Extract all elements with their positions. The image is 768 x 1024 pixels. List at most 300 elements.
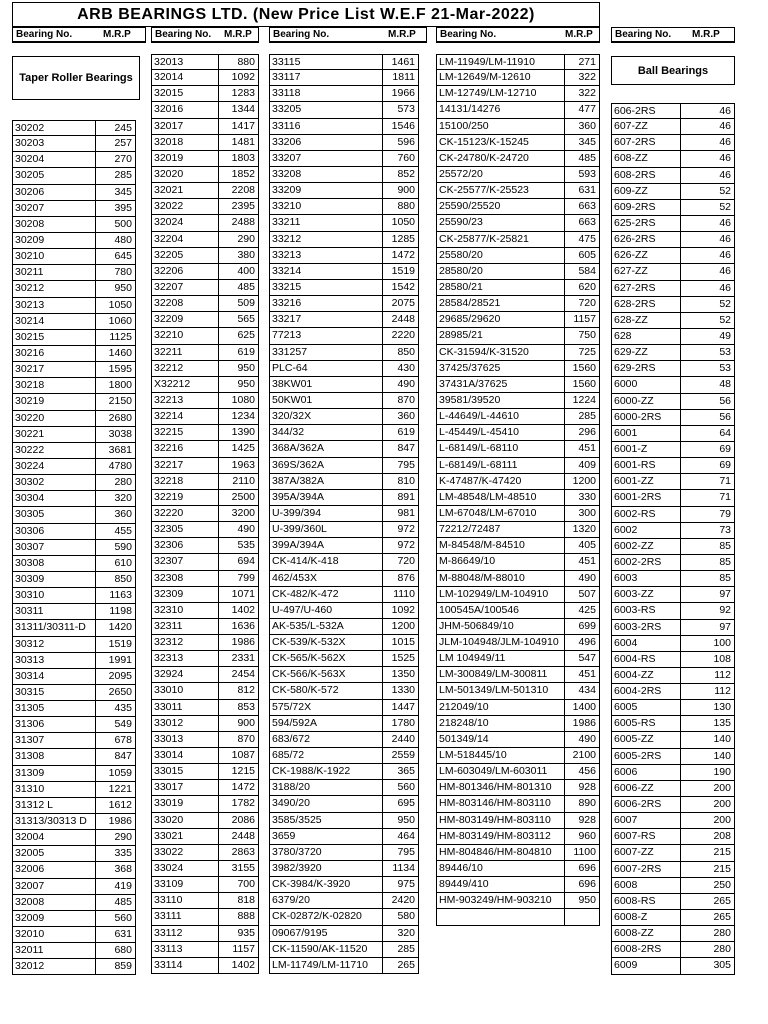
- table-row: [12, 540, 136, 556]
- cell-divider: [564, 716, 565, 731]
- bearing-number: 33214: [272, 264, 302, 277]
- mrp-value: 85: [719, 555, 731, 568]
- table-row: [436, 635, 600, 651]
- table-row: [269, 409, 419, 425]
- cell-divider: [680, 668, 681, 683]
- mrp-value: 2448: [391, 313, 415, 326]
- cell-divider: [95, 766, 96, 781]
- bearing-number: 31306: [15, 718, 45, 731]
- table-row: [269, 764, 419, 780]
- cell-divider: [680, 507, 681, 522]
- mrp-value: 53: [719, 346, 731, 359]
- table-row: [12, 685, 136, 701]
- table-row: [269, 651, 419, 667]
- table-row: [151, 490, 259, 506]
- cell-divider: [218, 264, 219, 279]
- mrp-value: 2863: [231, 845, 255, 858]
- table-row: [611, 377, 735, 393]
- mrp-value: 2100: [572, 749, 596, 762]
- mrp-value: 360: [397, 410, 415, 423]
- mrp-value: 1636: [231, 619, 255, 632]
- bearing-number: 6000-ZZ: [614, 394, 654, 407]
- bearing-number: CK-539/K-532X: [272, 636, 346, 649]
- cell-divider: [382, 345, 383, 360]
- table-row: [436, 893, 600, 909]
- cell-divider: [95, 362, 96, 377]
- bearing-number: 33118: [272, 87, 301, 100]
- mrp-value: 140: [713, 749, 731, 762]
- mrp-value: 112: [714, 668, 731, 681]
- mrp-value: 593: [578, 167, 596, 180]
- bearing-number: 30306: [15, 524, 45, 537]
- mrp-value: 1461: [391, 56, 415, 68]
- table-row: [269, 345, 419, 361]
- table-row: [151, 151, 259, 167]
- cell-divider: [564, 328, 565, 343]
- cell-divider: [382, 474, 383, 489]
- table-row: [611, 749, 735, 765]
- mrp-value: 1966: [391, 87, 415, 100]
- bearing-number: 33213: [272, 248, 302, 261]
- mrp-value: 140: [713, 733, 731, 746]
- table-row: [12, 217, 136, 233]
- cell-divider: [680, 749, 681, 764]
- cell-divider: [95, 314, 96, 329]
- table-row: [151, 425, 259, 441]
- cell-divider: [680, 490, 681, 505]
- cell-divider: [218, 651, 219, 666]
- mrp-value: 981: [397, 506, 415, 519]
- cell-divider: [95, 152, 96, 167]
- cell-divider: [382, 425, 383, 440]
- bearing-number: 33022: [154, 845, 184, 858]
- bearing-number: 6003-RS: [614, 604, 656, 617]
- bearing-number: 33014: [154, 749, 184, 762]
- cell-divider: [564, 845, 565, 860]
- table-row: [436, 167, 600, 183]
- bearing-number: HM-803146/HM-803110: [439, 797, 551, 810]
- cell-divider: [382, 554, 383, 569]
- bearing-number: 399A/394A: [272, 539, 324, 552]
- bearing-number: CK-02872/K-02820: [272, 910, 362, 923]
- bearing-number: 28580/21: [439, 280, 483, 293]
- cell-divider: [564, 490, 565, 505]
- mrp-value: 972: [397, 523, 415, 536]
- price-table-column-4: [436, 54, 600, 926]
- cell-divider: [218, 571, 219, 586]
- cell-divider: [564, 70, 565, 85]
- mrp-value: 250: [713, 878, 731, 891]
- table-row: [611, 103, 735, 119]
- table-row: [151, 409, 259, 425]
- table-row: [12, 766, 136, 782]
- table-row: [269, 522, 419, 538]
- table-row: [611, 732, 735, 748]
- mrp-value: 928: [578, 781, 596, 794]
- bearing-number: 6004-ZZ: [614, 668, 654, 681]
- table-row: [12, 895, 136, 911]
- table-row: [436, 135, 600, 151]
- mrp-value: 1782: [231, 797, 255, 810]
- cell-divider: [680, 620, 681, 635]
- mrp-value: 434: [578, 684, 596, 697]
- cell-divider: [680, 636, 681, 651]
- cell-divider: [680, 184, 681, 199]
- mrp-value: 935: [237, 926, 255, 939]
- cell-divider: [564, 361, 565, 376]
- bearing-number: 100545A/100546: [439, 603, 519, 616]
- mrp-value: 1963: [231, 458, 255, 471]
- table-row: [611, 652, 735, 668]
- bearing-number: 30217: [15, 363, 45, 376]
- mrp-value: 1344: [231, 103, 255, 116]
- table-row: [269, 861, 419, 877]
- cell-divider: [382, 441, 383, 456]
- bearing-number: LM-300849/LM-300811: [439, 668, 548, 681]
- table-row: [12, 362, 136, 378]
- mrp-value: 1092: [391, 603, 415, 616]
- bearing-number: 32210: [154, 329, 184, 342]
- table-row: [269, 635, 419, 651]
- cell-divider: [218, 700, 219, 715]
- bearing-number: 6005-RS: [614, 717, 656, 730]
- table-row: [436, 522, 600, 538]
- mrp-value: 2650: [108, 685, 132, 698]
- table-row: [269, 296, 419, 312]
- mrp-value: 1612: [108, 798, 132, 811]
- mrp-value: 3155: [231, 862, 255, 875]
- table-row: [436, 829, 600, 845]
- table-row: [436, 651, 600, 667]
- bearing-number: 25572/20: [439, 167, 483, 180]
- table-row: [12, 749, 136, 765]
- mrp-value: 799: [237, 571, 255, 584]
- cell-divider: [564, 667, 565, 682]
- table-row: [151, 393, 259, 409]
- mrp-value: 1400: [572, 700, 596, 713]
- cell-divider: [218, 490, 219, 505]
- bearing-number: 30204: [15, 153, 45, 166]
- table-row: [269, 877, 419, 893]
- bearing-number: LM-67048/LM-67010: [439, 506, 537, 519]
- cell-divider: [95, 346, 96, 361]
- cell-divider: [382, 700, 383, 715]
- cell-divider: [564, 829, 565, 844]
- cell-divider: [564, 893, 565, 908]
- table-row: [269, 425, 419, 441]
- bearing-number: CK-414/K-418: [272, 555, 339, 568]
- bearing-number: 6000-2RS: [614, 410, 662, 423]
- table-row: [611, 490, 735, 506]
- mrp-value: 760: [397, 151, 415, 164]
- cell-divider: [680, 942, 681, 957]
- mrp-value: 2420: [391, 894, 415, 907]
- cell-divider: [680, 297, 681, 312]
- table-row: [269, 942, 419, 958]
- table-row: [611, 200, 735, 216]
- bearing-number: LM-603049/LM-603011: [439, 765, 548, 778]
- cell-divider: [218, 328, 219, 343]
- mrp-value: 1157: [232, 942, 255, 955]
- table-row: [436, 409, 600, 425]
- cell-divider: [564, 619, 565, 634]
- table-row: [611, 958, 735, 974]
- mrp-value: 485: [114, 895, 132, 908]
- cell-divider: [680, 345, 681, 360]
- bearing-number: LM-12649/M-12610: [439, 71, 531, 84]
- table-row: [151, 102, 259, 118]
- mrp-value: 451: [578, 442, 596, 455]
- cell-divider: [680, 684, 681, 699]
- bearing-number: 30305: [15, 508, 45, 521]
- mrp-value: 1811: [392, 71, 415, 84]
- table-row: [611, 442, 735, 458]
- table-row: [151, 651, 259, 667]
- table-row: [611, 507, 735, 523]
- cell-divider: [382, 522, 383, 537]
- bearing-number: 30202: [15, 122, 45, 134]
- mrp-value: 620: [578, 280, 596, 293]
- table-row: [436, 361, 600, 377]
- cell-divider: [680, 523, 681, 538]
- bearing-number: 6008-RS: [614, 894, 656, 907]
- table-row: [611, 474, 735, 490]
- table-row: [436, 764, 600, 780]
- mrp-value: 320: [114, 492, 132, 505]
- cell-divider: [218, 893, 219, 908]
- table-row: [12, 185, 136, 201]
- cell-divider: [218, 813, 219, 828]
- table-row: [269, 119, 419, 135]
- bearing-number: PLC-64: [272, 361, 308, 374]
- cell-divider: [564, 780, 565, 795]
- bearing-number: HM-803149/HM-803110: [439, 813, 551, 826]
- mrp-value: 560: [397, 781, 415, 794]
- bearing-number: LM-11949/LM-11910: [439, 56, 535, 68]
- cell-divider: [564, 345, 565, 360]
- mrp-value: 85: [719, 572, 731, 585]
- bearing-number: 30311: [15, 605, 44, 618]
- mrp-value: 680: [114, 944, 132, 957]
- cell-divider: [382, 167, 383, 182]
- bearing-number: 32212: [154, 361, 184, 374]
- cell-divider: [382, 102, 383, 117]
- mrp-value: 596: [397, 135, 415, 148]
- table-row: [151, 328, 259, 344]
- bearing-number: 626-2RS: [614, 233, 656, 246]
- cell-divider: [95, 185, 96, 200]
- bearing-number: 30209: [15, 233, 45, 246]
- bearing-number: 30304: [15, 492, 45, 505]
- mrp-value: 200: [713, 781, 731, 794]
- bearing-number: 89446/10: [439, 862, 483, 875]
- bearing-number: 30210: [15, 250, 45, 263]
- mrp-value: 1134: [392, 862, 415, 875]
- table-row: [269, 183, 419, 199]
- table-row: [436, 264, 600, 280]
- price-table-column-2: [151, 54, 259, 974]
- header-mrp: M.R.P: [692, 29, 720, 40]
- table-row: [269, 845, 419, 861]
- table-row: [436, 506, 600, 522]
- bearing-number: 30221: [15, 427, 45, 440]
- table-row: [151, 199, 259, 215]
- cell-divider: [382, 651, 383, 666]
- table-row: [611, 894, 735, 910]
- cell-divider: [95, 394, 96, 409]
- bearing-number: 31307: [15, 734, 45, 747]
- table-row: [269, 458, 419, 474]
- table-row: [436, 425, 600, 441]
- bearing-number: 685/72: [272, 749, 305, 762]
- mrp-value: 485: [237, 280, 255, 293]
- table-row: [151, 538, 259, 554]
- bearing-number: 25590/25520: [439, 200, 501, 213]
- mrp-value: 1402: [231, 958, 255, 971]
- table-row: [269, 829, 419, 845]
- cell-divider: [564, 554, 565, 569]
- mrp-value: 928: [578, 813, 596, 826]
- bearing-number: 6005-2RS: [614, 749, 662, 762]
- bearing-number: 32024: [154, 216, 184, 229]
- column-header-3: [269, 27, 427, 43]
- mrp-value: 490: [397, 377, 415, 390]
- cell-divider: [680, 168, 681, 183]
- table-row: [436, 877, 600, 893]
- bearing-number: HM-804846/HM-804810: [439, 845, 552, 858]
- table-row: [436, 280, 600, 296]
- table-row: [436, 683, 600, 699]
- cell-divider: [680, 587, 681, 602]
- mrp-value: 285: [397, 942, 415, 955]
- cell-divider: [680, 732, 681, 747]
- mrp-value: 972: [397, 539, 415, 552]
- mrp-value: 46: [719, 168, 731, 181]
- table-row: [12, 717, 136, 733]
- bearing-number: 32306: [154, 539, 184, 552]
- cell-divider: [218, 619, 219, 634]
- bearing-number: 627-2RS: [614, 281, 656, 294]
- bearing-number: 09067/9195: [272, 926, 328, 939]
- bearing-number: 30219: [15, 395, 45, 408]
- mrp-value: 46: [719, 233, 731, 246]
- cell-divider: [564, 474, 565, 489]
- mrp-value: 322: [578, 87, 596, 100]
- mrp-value: 71: [719, 475, 731, 488]
- bearing-number: 38KW01: [272, 377, 313, 390]
- table-row: [611, 700, 735, 716]
- bearing-number: 32218: [154, 474, 184, 487]
- cell-divider: [95, 653, 96, 668]
- cell-divider: [680, 845, 681, 860]
- bearing-number: L-68149/L-68111: [439, 458, 518, 471]
- cell-divider: [218, 409, 219, 424]
- bearing-number: 628: [614, 329, 632, 342]
- bearing-number: 30207: [15, 201, 45, 214]
- bearing-number: 33215: [272, 280, 302, 293]
- mrp-value: 108: [713, 652, 731, 665]
- cell-divider: [218, 312, 219, 327]
- cell-divider: [95, 717, 96, 732]
- table-row: [12, 491, 136, 507]
- table-row: [436, 538, 600, 554]
- bearing-number: 30212: [15, 282, 45, 295]
- mrp-value: 560: [114, 911, 132, 924]
- cell-divider: [564, 425, 565, 440]
- bearing-number: 3188/20: [272, 781, 310, 794]
- bearing-number: 32305: [154, 523, 184, 536]
- cell-divider: [382, 458, 383, 473]
- mrp-value: 320: [397, 926, 415, 939]
- mrp-value: 425: [578, 603, 596, 616]
- table-row: [611, 168, 735, 184]
- header-bearing-no: Bearing No.: [615, 29, 672, 40]
- mrp-value: 547: [578, 652, 596, 665]
- cell-divider: [95, 136, 96, 151]
- bearing-number: 32206: [154, 264, 184, 277]
- table-row: [436, 554, 600, 570]
- bearing-number: 6001-RS: [614, 459, 656, 472]
- mrp-value: 285: [578, 410, 596, 423]
- mrp-value: 490: [578, 571, 596, 584]
- cell-divider: [218, 441, 219, 456]
- table-row: [269, 215, 419, 231]
- mrp-value: 725: [578, 345, 596, 358]
- table-row: [151, 119, 259, 135]
- bearing-number: 32213: [154, 393, 184, 406]
- bearing-number: 30206: [15, 185, 45, 198]
- cell-divider: [680, 813, 681, 828]
- mrp-value: 265: [713, 911, 731, 924]
- mrp-value: 880: [397, 200, 415, 213]
- mrp-value: 400: [237, 264, 255, 277]
- cell-divider: [382, 215, 383, 230]
- mrp-value: 451: [578, 555, 596, 568]
- mrp-value: 1110: [393, 587, 415, 600]
- table-row: [436, 748, 600, 764]
- bearing-number: 30216: [15, 346, 45, 359]
- cell-divider: [218, 86, 219, 101]
- table-row: [611, 523, 735, 539]
- mrp-value: 1525: [391, 652, 415, 665]
- table-row: [269, 232, 419, 248]
- cell-divider: [95, 927, 96, 942]
- bearing-number: 32019: [154, 151, 184, 164]
- mrp-value: 1986: [572, 716, 596, 729]
- bearing-number: 33207: [272, 151, 302, 164]
- cell-divider: [382, 506, 383, 521]
- mrp-value: 52: [719, 297, 731, 310]
- cell-divider: [680, 200, 681, 215]
- mrp-value: 85: [719, 539, 731, 552]
- table-row: [611, 184, 735, 200]
- table-row: [611, 910, 735, 926]
- mrp-value: 812: [237, 684, 255, 697]
- table-row: [436, 183, 600, 199]
- cell-divider: [218, 248, 219, 263]
- table-row: [436, 796, 600, 812]
- header-bearing-no: Bearing No.: [16, 29, 73, 40]
- cell-divider: [680, 571, 681, 586]
- cell-divider: [680, 104, 681, 118]
- price-table-column-1: [12, 120, 136, 975]
- table-row: [269, 683, 419, 699]
- table-row: [611, 587, 735, 603]
- bearing-number: 33012: [154, 716, 184, 729]
- bearing-number: 32313: [154, 652, 184, 665]
- mrp-value: 645: [114, 250, 132, 263]
- cell-divider: [95, 121, 96, 135]
